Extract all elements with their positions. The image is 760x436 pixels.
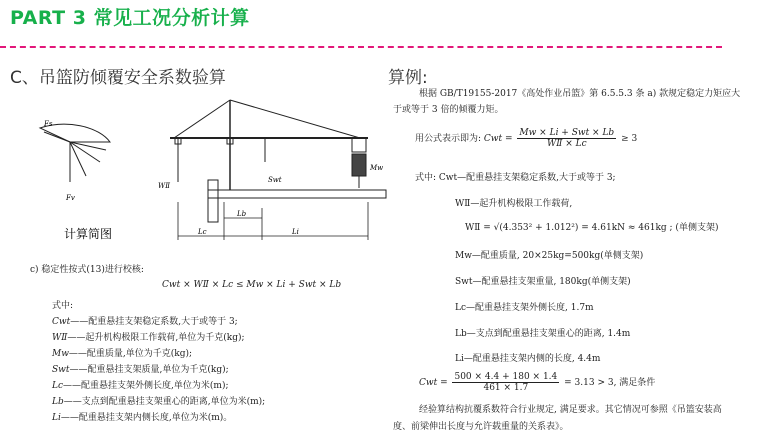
- conditions-formula: Cwt × WⅡ × Lc ≤ Mw × Li + Swt × Lb: [162, 280, 342, 290]
- condition-item: Cwt——配重悬挂支架稳定系数,大于或等于 3;: [52, 317, 238, 327]
- li-label: Li: [292, 228, 299, 236]
- lc-line: Lc—配重悬挂支架外侧长度, 1.7m: [455, 303, 594, 313]
- lb-line: Lb—支点到配重悬挂支架重心的距离, 1.4m: [455, 329, 631, 339]
- title-divider: [0, 46, 722, 48]
- wii-label: WⅡ: [158, 182, 170, 190]
- where-line: 式中: Cwt—配重悬挂支架稳定系数,大于或等于 3;: [415, 173, 616, 183]
- result-formula: Cwt = $\frac{500 \times 4.4 + 180 \times 1.4}{461 \times 1.7}$ = 3.13 > 3, 满足条件: [419, 372, 656, 393]
- lc-label: Lc: [198, 228, 207, 236]
- force-sector: [40, 124, 110, 182]
- example-calculation: [393, 86, 758, 436]
- stability-conditions: [30, 262, 375, 434]
- li-line: Li—配重悬挂支架内侧的长度, 4.4m: [455, 354, 601, 364]
- cwt-formula: 用公式表示即为: Cwt = $\frac{\text{Mw × Li + Swt × Lb}}{\text{WⅡ × Lc}}$ ≥ 3: [415, 128, 638, 149]
- mw-label: Mw: [370, 164, 384, 172]
- condition-item: Lb——支点到配重悬挂支架重心的距离,单位为米(m);: [52, 397, 266, 407]
- calculation-diagram: [30, 90, 390, 250]
- example-paragraph-line: 根据 GB/T19155-2017《高处作业吊篮》第 6.5.5.3 条 a) 款规定稳定力矩应大: [419, 89, 741, 99]
- example-heading: 算例:: [388, 68, 428, 88]
- condition-item: WⅡ——起升机构极限工作载荷,单位为千克(kg);: [52, 333, 245, 343]
- force-fs-label: Fs: [44, 120, 53, 128]
- swt-label: Swt: [268, 176, 282, 184]
- section-heading: C、吊篮防倾覆安全系数验算: [10, 68, 226, 88]
- swt-line: Swt—配重悬挂支架重量, 180kg(单侧支架): [455, 277, 631, 287]
- force-fv-label: Fv: [66, 194, 75, 202]
- diagram-caption: 计算简图: [64, 227, 113, 241]
- condition-item: Li——配重悬挂支架内侧长度,单位为米(m)。: [52, 413, 233, 423]
- mw-line: Mw—配重质量, 20×25kg=500kg(单侧支架): [455, 251, 644, 261]
- condition-item: Swt——配重悬挂支架质量,单位为千克(kg);: [52, 365, 229, 375]
- condition-item: Mw——配重质量,单位为千克(kg);: [52, 349, 193, 359]
- slide-title: PART 3 常见工况分析计算: [10, 7, 250, 29]
- conclusion-line: 度、前梁伸出长度与允许载重量的关系表》。: [393, 422, 569, 432]
- base-beam: [178, 180, 386, 240]
- condition-item: Lc——配重悬挂支架外侧长度,单位为米(m);: [52, 381, 229, 391]
- wii-calc: WⅡ = √(4.353² + 1.012²) = 4.61kN ≈ 461kg ; (单侧支架): [465, 223, 719, 233]
- example-paragraph-line: 于或等于 3 倍的倾覆力矩。: [393, 105, 504, 115]
- conditions-intro: c) 稳定性按式(13)进行校核:: [30, 265, 144, 275]
- lb-label: Lb: [237, 210, 247, 218]
- conditions-where: 式中:: [52, 301, 74, 311]
- conclusion-line: 经验算结构抗覆系数符合行业规定, 满足要求。其它情况可参照《吊篮安装高: [419, 405, 722, 415]
- wii-line: WⅡ—起升机构极限工作载荷,: [455, 199, 573, 209]
